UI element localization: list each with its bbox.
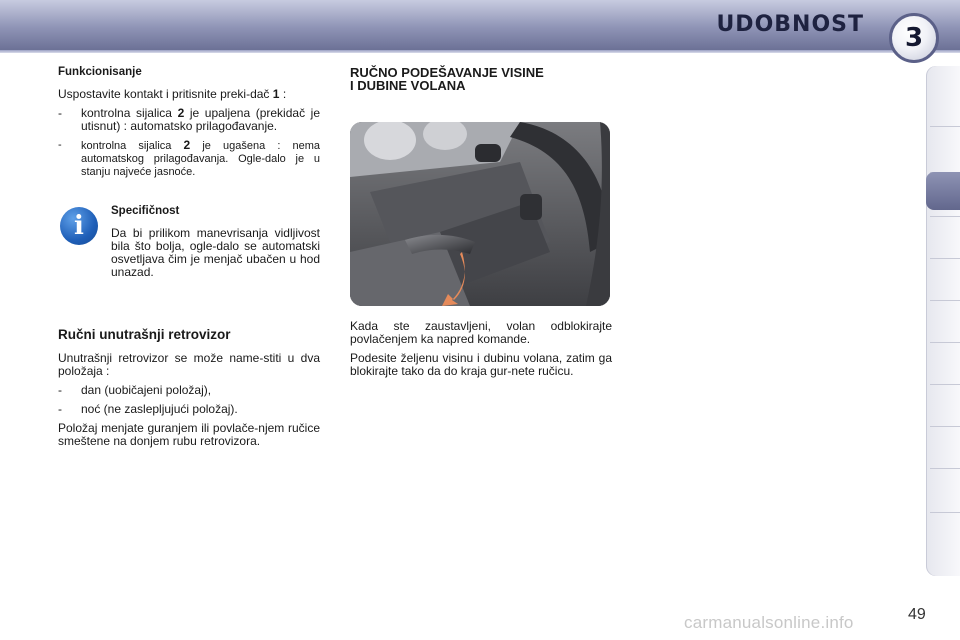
list-item-text: je ugašena : nema automatskog prilagođavanja. Ogle-dalo je u stanju najveće jasnoće. bbox=[81, 140, 321, 178]
list-item: - dan (uobičajeni položaj), bbox=[58, 383, 212, 397]
info-icon: i bbox=[60, 207, 98, 245]
info-note bbox=[58, 205, 320, 305]
chapter-tab-divider bbox=[930, 512, 960, 513]
list-item: - noć (ne zaslepljujući položaj). bbox=[58, 402, 238, 416]
function-intro-text: Uspostavite kontakt i pritisnite preki-dač bbox=[58, 87, 270, 101]
chapter-tab-divider bbox=[930, 258, 960, 259]
chapter-tab-divider bbox=[930, 384, 960, 385]
header-divider bbox=[0, 50, 960, 53]
list-item-text: kontrolna sijalica bbox=[81, 140, 172, 152]
chapter-tab-divider bbox=[930, 468, 960, 469]
chapter-tab-divider bbox=[930, 426, 960, 427]
list-item: - kontrolna sijalica 2 je ugašena : nema automatskog prilagođavanja. Ogle-dalo je u stanju najveće jasnoće. bbox=[58, 138, 321, 178]
function-subheading: Funkcionisanje bbox=[58, 66, 142, 78]
left-column bbox=[58, 66, 320, 454]
section-title-steering bbox=[350, 66, 612, 92]
chapter-tab-divider bbox=[930, 126, 960, 127]
watermark: carmanualsonline.info bbox=[684, 613, 854, 632]
section-title-line: RUČNO PODEŠAVANJE VISINE bbox=[350, 65, 544, 80]
chapter-number-badge: 3 bbox=[889, 13, 939, 63]
chapter-tab-divider bbox=[930, 216, 960, 217]
photo-caption bbox=[350, 320, 612, 378]
list-item-text: je upaljena (prekidač je utisnut) : automatsko prilagođavanje. bbox=[81, 106, 320, 133]
switch-reference: 1 bbox=[272, 87, 280, 101]
lamp-reference: 2 bbox=[177, 106, 185, 120]
lamp-reference: 2 bbox=[183, 138, 191, 152]
chapter-title: UDOBNOST bbox=[716, 12, 864, 37]
info-title: Specifičnost bbox=[111, 205, 180, 217]
steering-column-photo bbox=[350, 122, 610, 306]
chapter-tabs bbox=[926, 66, 960, 576]
chapter-tab-divider bbox=[930, 342, 960, 343]
page-number: 49 bbox=[908, 606, 926, 623]
function-intro bbox=[58, 88, 320, 101]
list-item-text: dan (uobičajeni položaj), bbox=[81, 383, 212, 397]
mirror-outro: Položaj menjate guranjem ili povlače-njem ručice smeštene na donjem rubu retrovizora. bbox=[58, 421, 320, 448]
function-intro-colon: : bbox=[282, 87, 287, 101]
chapter-tab-divider bbox=[930, 300, 960, 301]
info-text: Da bi prilikom manevrisanja vidljivost bila što bolja, ogle-dalo se automatski osvetljava čim je menjač ubačen u hod unazad. bbox=[111, 226, 320, 279]
chapter-tab-active[interactable] bbox=[926, 172, 960, 210]
section-title-line: I DUBINE VOLANA bbox=[350, 78, 466, 93]
caption-paragraph: Kada ste zaustavljeni, volan odblokirajte povlačenjem ka napred komande. bbox=[350, 319, 612, 346]
list-item-text: kontrolna sijalica bbox=[81, 106, 172, 120]
list-item-text: noć (ne zaslepljujući položaj). bbox=[81, 402, 238, 416]
mirror-intro: Unutrašnji retrovizor se može name-stiti u dva položaja : bbox=[58, 351, 320, 378]
section-title-mirror: Ručni unutrašnji retrovizor bbox=[58, 327, 231, 342]
middle-column bbox=[350, 66, 612, 384]
caption-paragraph: Podesite željenu visinu i dubinu volana, zatim ga blokirajte tako da do kraja gur-nete ručicu. bbox=[350, 351, 612, 378]
list-item: - kontrolna sijalica 2 je upaljena (prekidač je utisnut) : automatsko prilagođavanje. bbox=[58, 106, 320, 133]
